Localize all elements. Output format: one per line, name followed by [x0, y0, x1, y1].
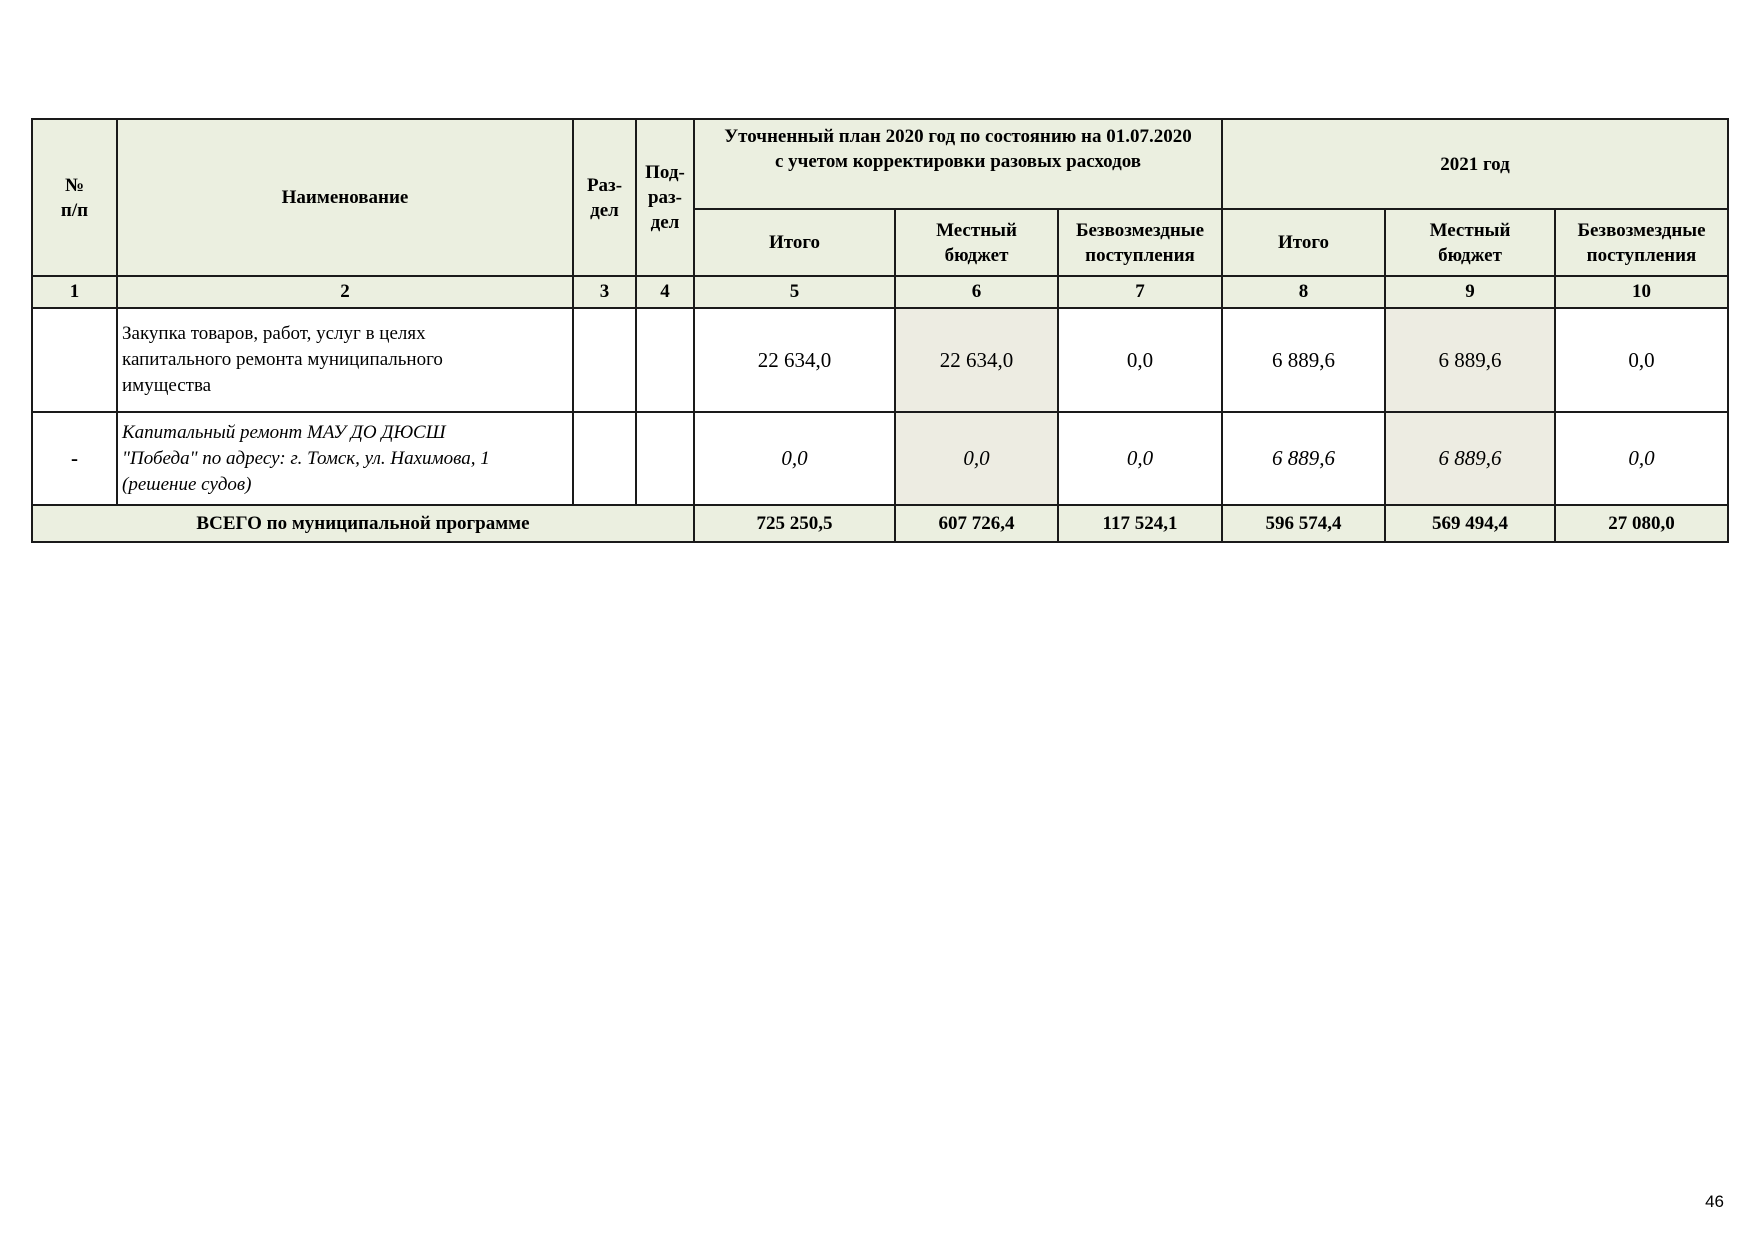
total-label: ВСЕГО по муниципальной программе — [32, 505, 694, 542]
page-number: 46 — [1705, 1192, 1724, 1211]
column-number-row — [32, 276, 1728, 308]
total-grants-2020: 117 524,1 — [1058, 505, 1222, 542]
col-number: 3 — [573, 276, 636, 308]
cell-total-2021: 6 889,6 — [1222, 308, 1385, 412]
total-row — [32, 505, 1728, 542]
total-2021: 596 574,4 — [1222, 505, 1385, 542]
header-grants-2021: Безвозмездные поступления — [1555, 209, 1728, 276]
header-local-2021: Местный бюджет — [1385, 209, 1555, 276]
col-number: 6 — [895, 276, 1058, 308]
total-local-2020: 607 726,4 — [895, 505, 1058, 542]
total-grants-2021: 27 080,0 — [1555, 505, 1728, 542]
table-row — [32, 308, 1728, 412]
budget-table — [31, 118, 1729, 543]
header-local-2020: Местный бюджет — [895, 209, 1058, 276]
total-2020: 725 250,5 — [694, 505, 895, 542]
header-plan-2020: Уточненный план 2020 год по состоянию на 01.07.2020 с учетом корректировки разовых расходов — [694, 119, 1222, 209]
col-number: 8 — [1222, 276, 1385, 308]
row-section — [573, 412, 636, 505]
total-local-2021: 569 494,4 — [1385, 505, 1555, 542]
header-section: Раз- дел — [573, 119, 636, 276]
row-num — [32, 308, 117, 412]
cell-total-2020: 22 634,0 — [694, 308, 895, 412]
cell-total-2021: 6 889,6 — [1222, 412, 1385, 505]
row-subsection — [636, 412, 694, 505]
header-total-2021: Итого — [1222, 209, 1385, 276]
header-name: Наименование — [117, 119, 573, 276]
cell-local-2020: 22 634,0 — [895, 308, 1058, 412]
row-num: - — [32, 412, 117, 505]
header-grants-2020: Безвозмездные поступления — [1058, 209, 1222, 276]
table-row — [32, 412, 1728, 505]
cell-local-2021: 6 889,6 — [1385, 308, 1555, 412]
col-number: 1 — [32, 276, 117, 308]
col-number: 2 — [117, 276, 573, 308]
cell-grants-2021: 0,0 — [1555, 412, 1728, 505]
row-name: Закупка товаров, работ, услуг в целях капитального ремонта муниципального имущества — [117, 308, 573, 412]
col-number: 10 — [1555, 276, 1728, 308]
row-name: Капитальный ремонт МАУ ДО ДЮСШ "Победа" по адресу: г. Томск, ул. Нахимова, 1 (решение судов) — [117, 412, 573, 505]
cell-grants-2020: 0,0 — [1058, 308, 1222, 412]
cell-grants-2020: 0,0 — [1058, 412, 1222, 505]
header-total-2020: Итого — [694, 209, 895, 276]
header-year-2021: 2021 год — [1222, 119, 1728, 209]
col-number: 4 — [636, 276, 694, 308]
col-number: 5 — [694, 276, 895, 308]
col-number: 7 — [1058, 276, 1222, 308]
cell-local-2021: 6 889,6 — [1385, 412, 1555, 505]
row-section — [573, 308, 636, 412]
header-subsection: Под- раз- дел — [636, 119, 694, 276]
col-number: 9 — [1385, 276, 1555, 308]
row-subsection — [636, 308, 694, 412]
cell-grants-2021: 0,0 — [1555, 308, 1728, 412]
cell-local-2020: 0,0 — [895, 412, 1058, 505]
cell-total-2020: 0,0 — [694, 412, 895, 505]
header-num: № п/п — [32, 119, 117, 276]
